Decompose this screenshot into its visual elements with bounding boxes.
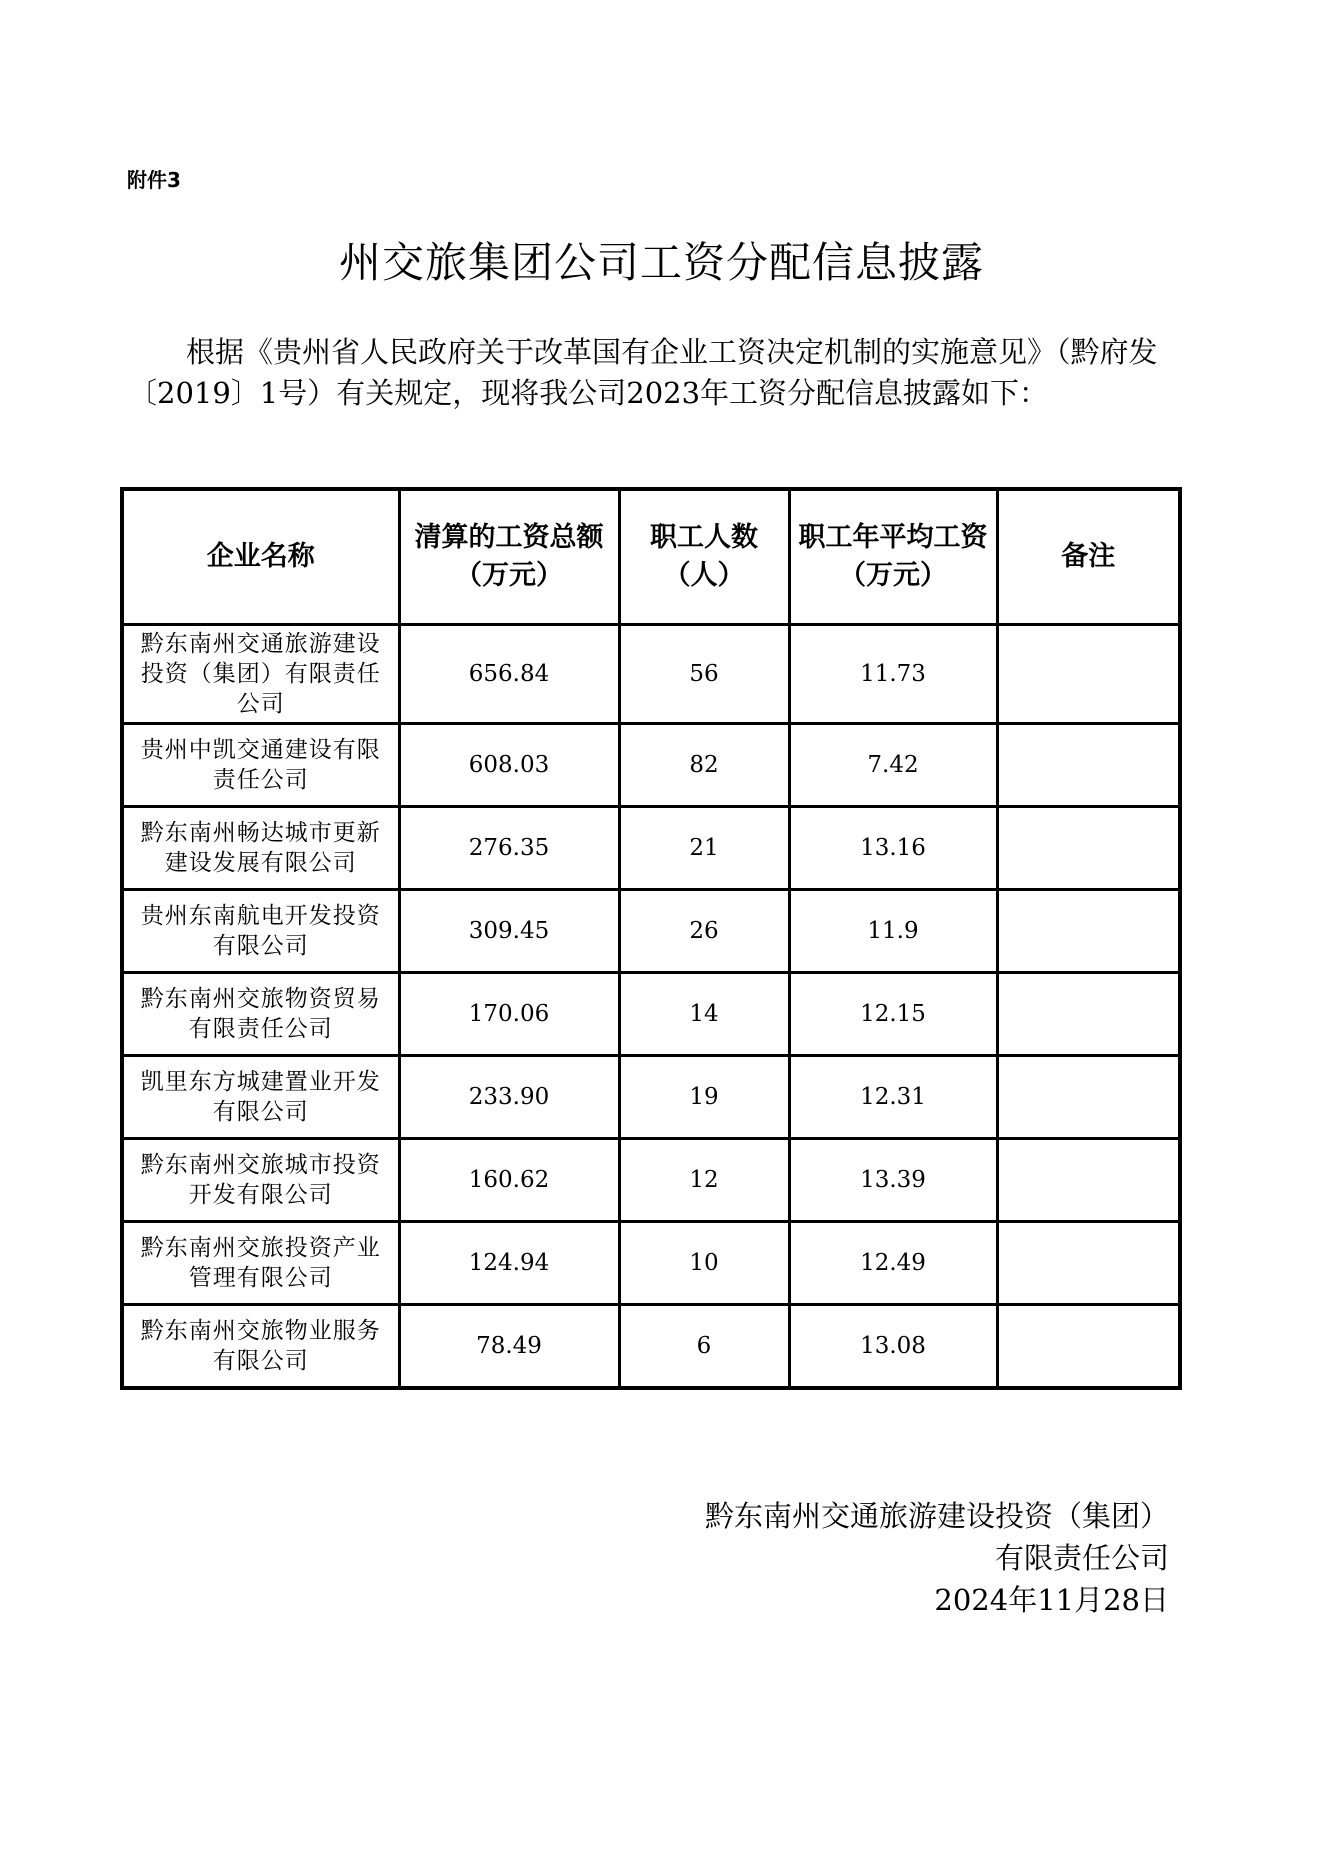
remark-cell	[997, 1056, 1180, 1139]
signature-block	[705, 1495, 1169, 1621]
employee-count-cell: 14	[619, 973, 789, 1056]
remark-cell	[997, 724, 1180, 807]
table-header-row	[122, 489, 1180, 625]
table-row	[122, 1222, 1180, 1305]
signature-org-line2: 有限责任公司	[994, 1541, 1169, 1575]
company-name-cell: 贵州中凯交通建设有限责任公司	[122, 724, 399, 807]
average-wage-cell: 13.16	[789, 807, 997, 890]
average-wage-cell: 11.9	[789, 890, 997, 973]
total-wage-cell: 608.03	[399, 724, 619, 807]
signature-org-line1: 黔东南州交通旅游建设投资（集团）	[704, 1499, 1169, 1533]
intro-paragraph	[128, 332, 1168, 414]
table-row	[122, 625, 1180, 724]
table-body	[122, 625, 1180, 1389]
intro-text: 根据《贵州省人民政府关于改革国有企业工资决定机制的实施意见》（黔府发〔2019〕1号）有关规定，现将我公司2023年工资分配信息披露如下：	[128, 335, 1158, 410]
remark-cell	[997, 890, 1180, 973]
page-title: 州交旅集团公司工资分配信息披露	[338, 238, 984, 287]
total-wage-cell: 233.90	[399, 1056, 619, 1139]
company-name-cell: 黔东南州交旅城市投资开发有限公司	[122, 1139, 399, 1222]
employee-count-cell: 10	[619, 1222, 789, 1305]
remark-cell	[997, 807, 1180, 890]
table-row	[122, 1139, 1180, 1222]
wage-table	[120, 487, 1182, 1390]
company-name-cell: 黔东南州交旅物资贸易有限责任公司	[122, 973, 399, 1056]
col-header-remark: 备注	[997, 489, 1180, 625]
table-row	[122, 1305, 1180, 1389]
col-header-company: 企业名称	[122, 489, 399, 625]
table-row	[122, 807, 1180, 890]
average-wage-cell: 12.15	[789, 973, 997, 1056]
remark-cell	[997, 1222, 1180, 1305]
employee-count-cell: 56	[619, 625, 789, 724]
company-name-cell: 黔东南州畅达城市更新建设发展有限公司	[122, 807, 399, 890]
col-header-average: 职工年平均工资（万元）	[789, 489, 997, 625]
table-row	[122, 724, 1180, 807]
employee-count-cell: 6	[619, 1305, 789, 1389]
total-wage-cell: 170.06	[399, 973, 619, 1056]
company-name-cell: 凯里东方城建置业开发有限公司	[122, 1056, 399, 1139]
total-wage-cell: 124.94	[399, 1222, 619, 1305]
table-row	[122, 973, 1180, 1056]
employee-count-cell: 19	[619, 1056, 789, 1139]
total-wage-cell: 309.45	[399, 890, 619, 973]
employee-count-cell: 26	[619, 890, 789, 973]
average-wage-cell: 13.39	[789, 1139, 997, 1222]
company-name-cell: 黔东南州交旅物业服务有限公司	[122, 1305, 399, 1389]
col-header-total: 清算的工资总额（万元）	[399, 489, 619, 625]
table-row	[122, 890, 1180, 973]
remark-cell	[997, 973, 1180, 1056]
average-wage-cell: 12.31	[789, 1056, 997, 1139]
average-wage-cell: 7.42	[789, 724, 997, 807]
employee-count-cell: 12	[619, 1139, 789, 1222]
total-wage-cell: 160.62	[399, 1139, 619, 1222]
average-wage-cell: 12.49	[789, 1222, 997, 1305]
remark-cell	[997, 1139, 1180, 1222]
attachment-label: 附件3	[127, 168, 181, 192]
total-wage-cell: 656.84	[399, 625, 619, 724]
employee-count-cell: 82	[619, 724, 789, 807]
table-row	[122, 1056, 1180, 1139]
company-name-cell: 贵州东南航电开发投资有限公司	[122, 890, 399, 973]
total-wage-cell: 276.35	[399, 807, 619, 890]
average-wage-cell: 11.73	[789, 625, 997, 724]
col-header-employees: 职工人数（人）	[619, 489, 789, 625]
total-wage-cell: 78.49	[399, 1305, 619, 1389]
signature-date: 2024年11月28日	[934, 1583, 1169, 1617]
company-name-cell: 黔东南州交旅投资产业管理有限公司	[122, 1222, 399, 1305]
average-wage-cell: 13.08	[789, 1305, 997, 1389]
company-name-cell: 黔东南州交通旅游建设投资（集团）有限责任公司	[122, 625, 399, 724]
remark-cell	[997, 625, 1180, 724]
remark-cell	[997, 1305, 1180, 1389]
employee-count-cell: 21	[619, 807, 789, 890]
